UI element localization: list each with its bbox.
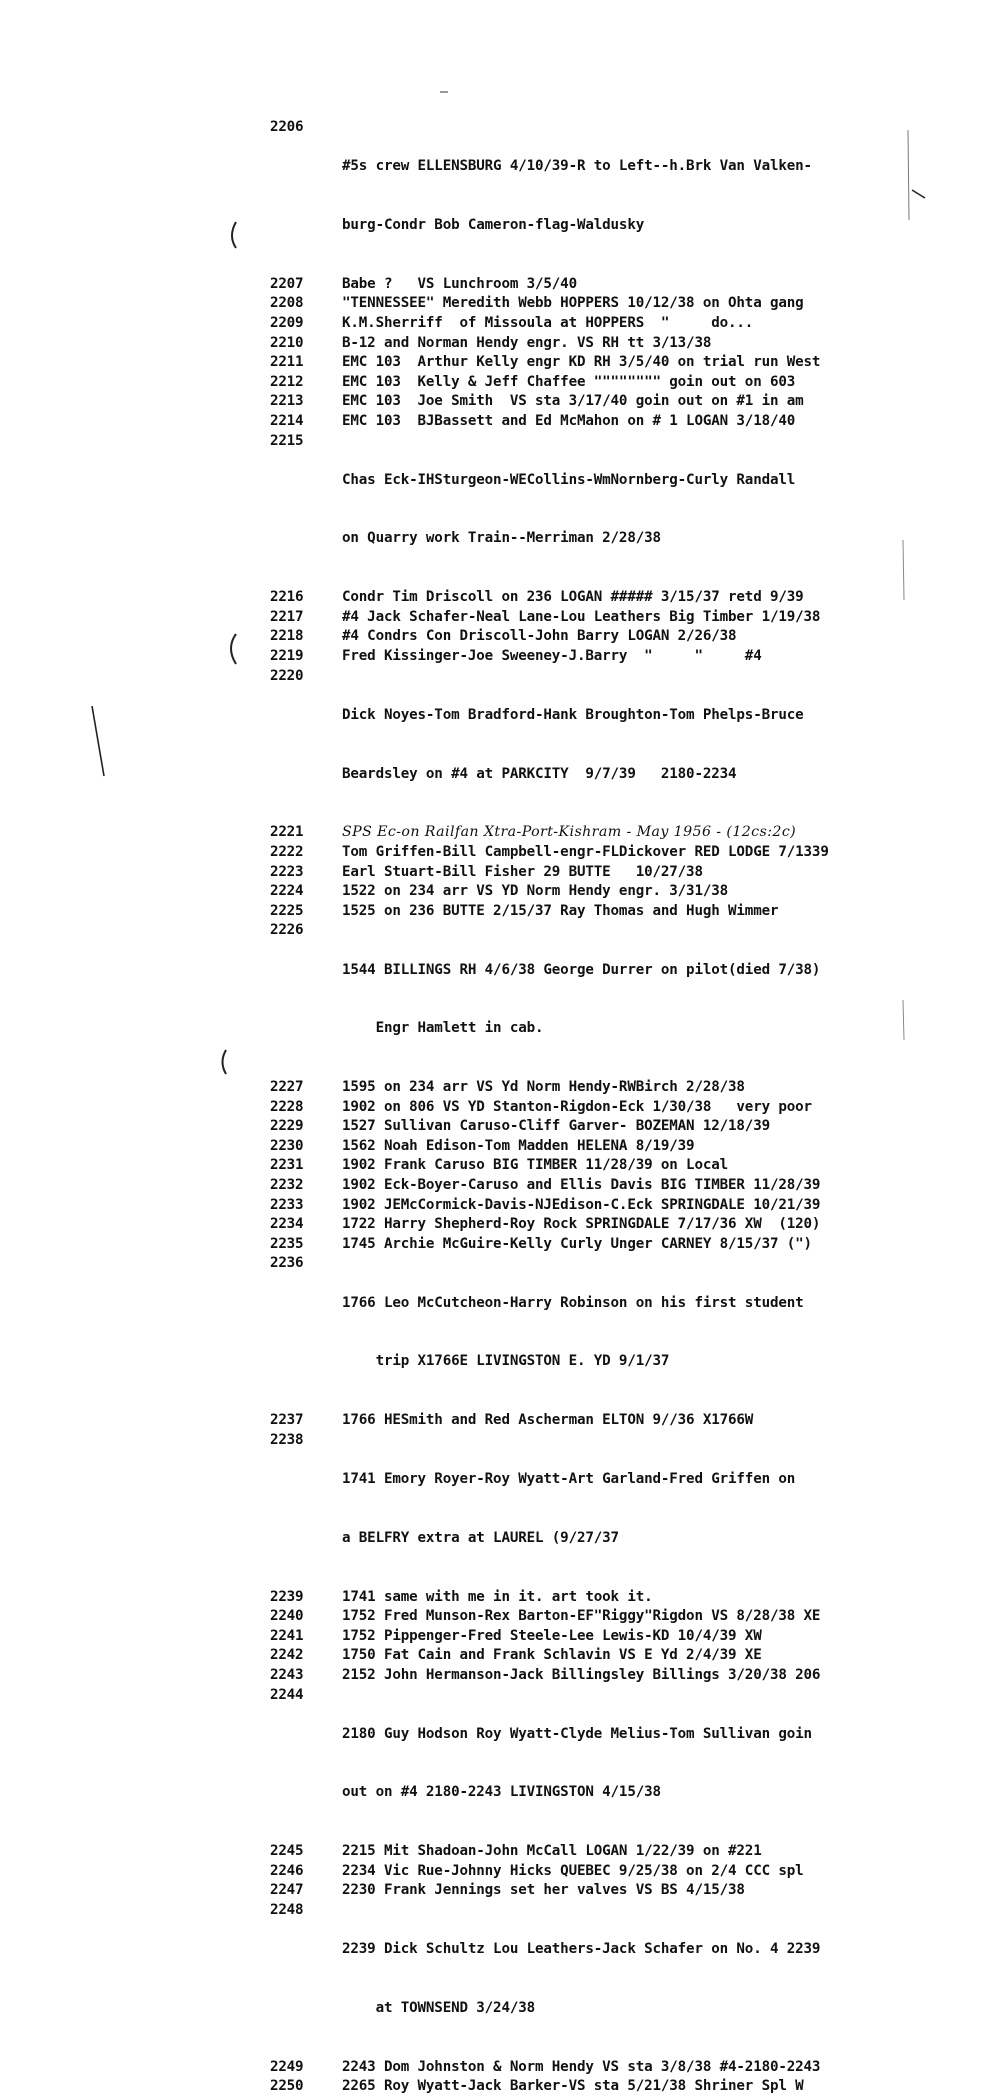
entry-text <box>342 843 912 863</box>
entry-line: 1595 on 234 arr VS Yd Norm Hendy-RWBirch 2/28/38 <box>342 1079 745 1096</box>
log-entry <box>0 353 1000 373</box>
entry-text <box>342 392 912 412</box>
entry-line: 2230 Frank Jennings set her valves VS BS 4/15/38 <box>342 1882 745 1899</box>
entry-text <box>342 1411 912 1431</box>
log-entry <box>0 392 1000 412</box>
entry-number: 2210 <box>270 334 304 351</box>
entry-number: 2245 <box>270 1843 304 1860</box>
entry-number: 2228 <box>270 1098 304 1115</box>
entry-line: 1902 on 806 VS YD Stanton-Rigdon-Eck 1/30/38 very poor <box>342 1098 812 1115</box>
entry-line: Condr Tim Driscoll on 236 LOGAN ##### 3/15/37 retd 9/39 <box>342 589 804 606</box>
entry-text <box>342 1078 912 1098</box>
log-entry <box>0 863 1000 883</box>
entry-number: 2225 <box>270 902 304 919</box>
entry-text <box>342 1098 912 1118</box>
log-entry <box>0 1117 1000 1137</box>
entry-number: 2211 <box>270 354 304 371</box>
log-entry <box>0 1176 1000 1196</box>
entry-line: 2239 Dick Schultz Lou Leathers-Jack Schafer on No. 4 2239 <box>342 1941 821 1958</box>
entry-line: 1766 HESmith and Red Ascherman ELTON 9//36 X1766W <box>342 1412 754 1429</box>
entry-line: 1722 Harry Shepherd-Roy Rock SPRINGDALE 7/17/36 XW (120) <box>342 1216 821 1233</box>
entry-line: a BELFRY extra at LAUREL (9/27/37 <box>342 1529 619 1546</box>
entry-line: 2234 Vic Rue-Johnny Hicks QUEBEC 9/25/38 on 2/4 CCC spl <box>342 1862 804 1879</box>
log-entry <box>0 1196 1000 1216</box>
entry-text <box>342 1431 912 1588</box>
entry-number: 2244 <box>270 1686 304 1703</box>
log-entry <box>0 1098 1000 1118</box>
entry-text <box>342 432 912 589</box>
entry-number: 2213 <box>270 393 304 410</box>
entry-number: 2243 <box>270 1666 304 1683</box>
entry-text <box>342 1862 912 1882</box>
log-entries <box>0 118 1000 2097</box>
entry-line: burg-Condr Bob Cameron-flag-Waldusky <box>342 216 645 233</box>
log-entry <box>0 275 1000 295</box>
entry-line: Babe ? VS Lunchroom 3/5/40 <box>342 275 577 292</box>
entry-number: 2249 <box>270 2058 304 2075</box>
entry-number: 2206 <box>270 119 304 135</box>
log-entry <box>0 882 1000 902</box>
entry-number: 2239 <box>270 1588 304 1605</box>
entry-number: 2221 <box>270 824 304 841</box>
log-entry <box>0 1078 1000 1098</box>
entry-number: 2223 <box>270 863 304 880</box>
entry-text <box>342 2077 912 2097</box>
entry-line: #4 Condrs Con Driscoll-John Barry LOGAN 2/26/38 <box>342 628 737 645</box>
entry-line: out on #4 2180-2243 LIVINGSTON 4/15/38 <box>342 1784 661 1801</box>
log-entry <box>0 1607 1000 1627</box>
entry-line: 1902 JEMcCormick-Davis-NJEdison-C.Eck SPRINGDALE 10/21/39 <box>342 1196 821 1213</box>
log-entry <box>0 902 1000 922</box>
entry-number: 2247 <box>270 1882 304 1899</box>
entry-text <box>342 1881 912 1901</box>
entry-text <box>342 353 912 373</box>
entry-line: 2180 Guy Hodson Roy Wyatt-Clyde Melius-Tom Sullivan goin <box>342 1725 812 1742</box>
log-entry <box>0 334 1000 354</box>
log-entry <box>0 843 1000 863</box>
entry-text <box>342 1588 912 1608</box>
entry-text <box>342 1646 912 1666</box>
entry-number: 2241 <box>270 1627 304 1644</box>
entry-number: 2217 <box>270 608 304 625</box>
log-entry <box>0 373 1000 393</box>
log-entry <box>0 1156 1000 1176</box>
entry-line: 1902 Frank Caruso BIG TIMBER 11/28/39 on Local <box>342 1157 729 1174</box>
log-entry <box>0 2077 1000 2097</box>
entry-number: 2236 <box>270 1255 304 1272</box>
entry-number: 2224 <box>270 883 304 900</box>
entry-number: 2237 <box>270 1412 304 1429</box>
entry-text <box>342 118 912 275</box>
entry-line: "TENNESSEE" Meredith Webb HOPPERS 10/12/38 on Ohta gang <box>342 295 804 312</box>
entry-text <box>342 1607 912 1627</box>
entry-number: 2248 <box>270 1902 304 1919</box>
entry-text <box>342 921 912 1078</box>
log-entry <box>0 1235 1000 1255</box>
log-entry <box>0 627 1000 647</box>
entry-line: 1741 Emory Royer-Roy Wyatt-Art Garland-Fred Griffen on <box>342 1470 796 1487</box>
log-entry <box>0 1137 1000 1157</box>
entry-text <box>342 1156 912 1176</box>
log-entry <box>0 412 1000 432</box>
entry-number: 2222 <box>270 843 304 860</box>
entry-number: 2235 <box>270 1235 304 1252</box>
entry-text <box>342 863 912 883</box>
entry-line: at TOWNSEND 3/24/38 <box>342 2000 536 2016</box>
entry-number: 2207 <box>270 275 304 292</box>
entry-text <box>342 373 912 393</box>
log-entry <box>0 1901 1000 2058</box>
entry-number: 2233 <box>270 1196 304 1213</box>
entry-text <box>342 627 912 647</box>
entry-line: on Quarry work Train--Merriman 2/28/38 <box>342 530 661 547</box>
log-entry <box>0 647 1000 667</box>
entry-number: 2246 <box>270 1862 304 1879</box>
entry-number: 2220 <box>270 667 304 684</box>
entry-text <box>342 412 912 432</box>
log-entry <box>0 314 1000 334</box>
entry-number: 2229 <box>270 1118 304 1135</box>
entry-line: 1522 on 234 arr VS YD Norm Hendy engr. 3/31/38 <box>342 883 729 900</box>
log-entry <box>0 667 1000 824</box>
entry-number: 2209 <box>270 314 304 331</box>
entry-line: 1902 Eck-Boyer-Caruso and Ellis Davis BIG TIMBER 11/28/39 <box>342 1177 821 1194</box>
log-entry <box>0 1411 1000 1431</box>
entry-text <box>342 1215 912 1235</box>
entry-line: Engr Hamlett in cab. <box>342 1020 544 1037</box>
entry-text <box>342 1254 912 1411</box>
log-entry <box>0 1627 1000 1647</box>
log-entry <box>0 294 1000 314</box>
entry-line: Beardsley on #4 at PARKCITY 9/7/39 2180-2234 <box>342 765 737 782</box>
entry-text <box>342 647 912 667</box>
entry-line: 1752 Pippenger-Fred Steele-Lee Lewis-KD 10/4/39 XW <box>342 1627 762 1644</box>
entry-line: 1562 Noah Edison-Tom Madden HELENA 8/19/39 <box>342 1137 695 1154</box>
log-entry <box>0 1646 1000 1666</box>
entry-line: 1752 Fred Munson-Rex Barton-EF"Riggy"Rigdon VS 8/28/38 XE <box>342 1608 821 1625</box>
entry-line: #4 Jack Schafer-Neal Lane-Lou Leathers Big Timber 1/19/38 <box>342 608 821 625</box>
entry-number: 2230 <box>270 1137 304 1154</box>
entry-text <box>342 294 912 314</box>
entry-text <box>342 1137 912 1157</box>
entry-number: 2208 <box>270 295 304 312</box>
entry-number: 2232 <box>270 1177 304 1194</box>
entry-number: 2215 <box>270 432 304 449</box>
entry-text <box>342 902 912 922</box>
entry-text <box>342 1842 912 1862</box>
log-entry <box>0 1254 1000 1411</box>
entry-line: 1750 Fat Cain and Frank Schlavin VS E Yd 2/4/39 XE <box>342 1647 762 1664</box>
entry-text <box>342 588 912 608</box>
entry-number: 2212 <box>270 373 304 390</box>
entry-text-handwritten <box>342 823 912 843</box>
entry-text <box>342 608 912 628</box>
entry-number: 2240 <box>270 1608 304 1625</box>
entry-number: 2226 <box>270 922 304 939</box>
log-entry <box>0 2058 1000 2078</box>
entry-line: 2215 Mit Shadoan-John McCall LOGAN 1/22/39 on #221 <box>342 1843 762 1860</box>
entry-line: EMC 103 Joe Smith VS sta 3/17/40 goin out on #1 in am <box>342 393 804 410</box>
log-entry <box>0 921 1000 1078</box>
log-entry <box>0 1686 1000 1843</box>
entry-text <box>342 314 912 334</box>
entry-number: 2227 <box>270 1079 304 1096</box>
entry-line: K.M.Sherriff of Missoula at HOPPERS " do... <box>342 314 754 331</box>
entry-text <box>342 1235 912 1255</box>
entry-line: EMC 103 BJBassett and Ed McMahon on # 1 LOGAN 3/18/40 <box>342 412 796 429</box>
entry-line: SPS Ec-on Railfan Xtra-Port-Kishram - May 1956 - (12cs:2c) <box>342 824 797 841</box>
entry-line: 1525 on 236 BUTTE 2/15/37 Ray Thomas and Hugh Wimmer <box>342 902 779 919</box>
entry-text <box>342 275 912 295</box>
entry-text <box>342 667 912 824</box>
entry-line: B-12 and Norman Hendy engr. VS RH tt 3/13/38 <box>342 334 712 351</box>
entry-number: 2218 <box>270 628 304 645</box>
entry-number: 2234 <box>270 1216 304 1233</box>
entry-line: 2152 John Hermanson-Jack Billingsley Billings 3/20/38 206 <box>342 1666 821 1683</box>
entry-line: 1527 Sullivan Caruso-Cliff Garver- BOZEMAN 12/18/39 <box>342 1118 770 1135</box>
entry-number: 2216 <box>270 589 304 606</box>
log-entry <box>0 588 1000 608</box>
entry-number: 2242 <box>270 1647 304 1664</box>
log-entry <box>0 608 1000 628</box>
log-entry <box>0 1666 1000 1686</box>
entry-text <box>342 1196 912 1216</box>
log-entry <box>0 118 1000 275</box>
entry-line: Dick Noyes-Tom Bradford-Hank Broughton-Tom Phelps-Bruce <box>342 706 804 723</box>
entry-line: EMC 103 Arthur Kelly engr KD RH 3/5/40 on trial run West <box>342 354 821 371</box>
entry-line: #5s crew ELLENSBURG 4/10/39-R to Left--h.Brk Van Valken- <box>342 158 812 175</box>
entry-line: Chas Eck-IHSturgeon-WECollins-WmNornberg-Curly Randall <box>342 471 796 488</box>
entry-line: 1745 Archie McGuire-Kelly Curly Unger CARNEY 8/15/37 (") <box>342 1235 812 1252</box>
entry-line: 1544 BILLINGS RH 4/6/38 George Durrer on pilot(died 7/38) <box>342 961 821 978</box>
entry-number: 2219 <box>270 648 304 665</box>
entry-text <box>342 1686 912 1843</box>
entry-line: trip X1766E LIVINGSTON E. YD 9/1/37 <box>342 1353 670 1370</box>
entry-text <box>342 1901 912 2058</box>
entry-line: 1741 same with me in it. art took it. <box>342 1588 653 1605</box>
entry-number: 2250 <box>270 2078 304 2095</box>
entry-line: Fred Kissinger-Joe Sweeney-J.Barry " " #4 <box>342 648 762 665</box>
entry-number: 2238 <box>270 1431 304 1448</box>
log-entry <box>0 1215 1000 1235</box>
log-entry <box>0 1588 1000 1608</box>
entry-text <box>342 882 912 902</box>
log-entry <box>0 1431 1000 1588</box>
log-entry <box>0 823 1000 843</box>
entry-text <box>342 1666 912 1686</box>
entry-line: 2243 Dom Johnston & Norm Hendy VS sta 3/8/38 #4-2180-2243 <box>342 2058 821 2075</box>
entry-text <box>342 1117 912 1137</box>
entry-line: EMC 103 Kelly & Jeff Chaffee """""""" goin out on 603 <box>342 373 796 390</box>
log-entry <box>0 1842 1000 1862</box>
entry-line: 1766 Leo McCutcheon-Harry Robinson on his first student <box>342 1294 804 1311</box>
entry-number: 2231 <box>270 1157 304 1174</box>
log-entry <box>0 1862 1000 1882</box>
entry-line: 2265 Roy Wyatt-Jack Barker-VS sta 5/21/38 Shriner Spl W <box>342 2078 804 2095</box>
entry-text <box>342 1627 912 1647</box>
log-entry <box>0 432 1000 589</box>
entry-text <box>342 334 912 354</box>
entry-text <box>342 1176 912 1196</box>
entry-line: Tom Griffen-Bill Campbell-engr-FLDickover RED LODGE 7/1339 <box>342 843 829 860</box>
entry-line: Earl Stuart-Bill Fisher 29 BUTTE 10/27/38 <box>342 863 703 880</box>
log-entry <box>0 1881 1000 1901</box>
entry-text <box>342 2058 912 2078</box>
entry-number: 2214 <box>270 412 304 429</box>
